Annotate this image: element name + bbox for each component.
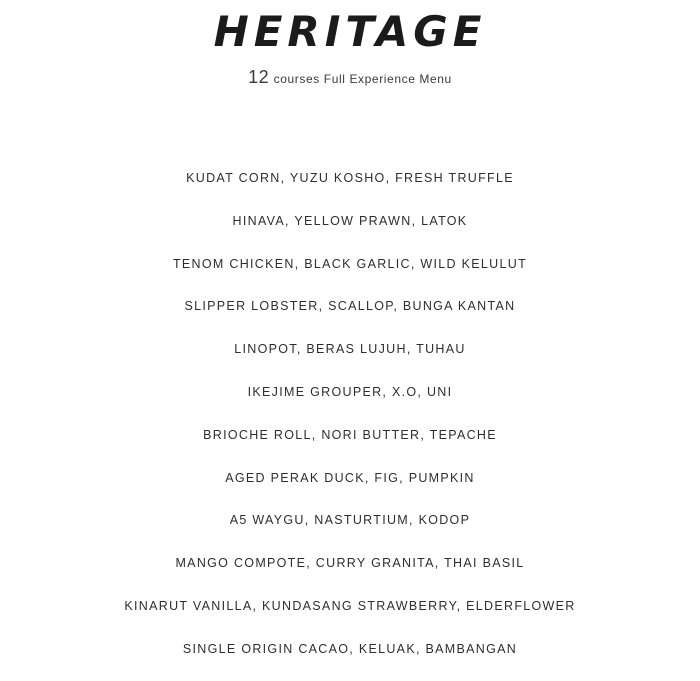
course-item: AGED PERAK DUCK, FIG, PUMPKIN (225, 470, 475, 485)
course-item: BRIOCHE ROLL, NORI BUTTER, TEPACHE (203, 427, 497, 442)
course-item: KUDAT CORN, YUZU KOSHO, FRESH TRUFFLE (186, 171, 514, 185)
menu-subtitle (0, 66, 700, 90)
course-item: TENOM CHICKEN, BLACK GARLIC, WILD KELULUT (172, 256, 528, 271)
course-count: 12 (248, 67, 270, 87)
menu-title: HERITAGE (213, 7, 487, 56)
course-item: IKEJIME GROUPER, X.O, UNI (247, 384, 453, 399)
course-item: SINGLE ORIGIN CACAO, KELUAK, BAMBANGAN (182, 641, 518, 656)
subtitle-label: courses Full Experience Menu (273, 72, 452, 86)
course-list (0, 167, 700, 681)
course-item: HINAVA, YELLOW PRAWN, LATOK (232, 213, 468, 228)
course-item: SLIPPER LOBSTER, SCALLOP, BUNGA KANTAN (184, 299, 516, 314)
course-item: KINARUT VANILLA, KUNDASANG STRAWBERRY, ELDERFLOWER (124, 598, 576, 613)
course-item: MANGO COMPOTE, CURRY GRANITA, THAI BASIL (175, 556, 525, 571)
course-item: LINOPOT, BERAS LUJUH, TUHAU (234, 342, 466, 357)
course-item: A5 WAYGU, NASTURTIUM, KODOP (229, 513, 471, 528)
